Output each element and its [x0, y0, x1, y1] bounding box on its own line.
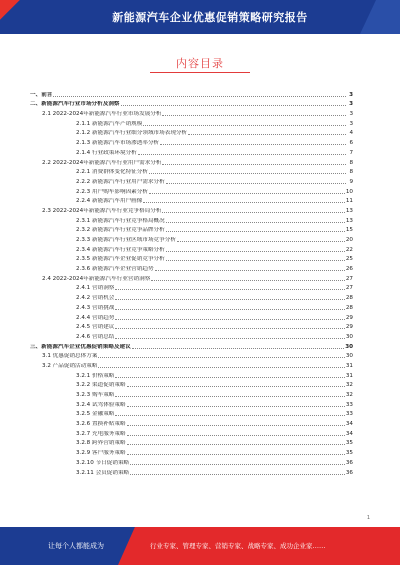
toc-entry[interactable] — [30, 282, 353, 292]
toc-entry-label: 3.2.2 渠道促销策略 — [76, 382, 126, 389]
toc-entry[interactable] — [30, 175, 353, 185]
toc-entry[interactable] — [30, 272, 353, 282]
page-number: 1 — [366, 515, 370, 521]
toc-leader-dots — [98, 366, 344, 368]
toc-leader-dots — [130, 473, 345, 475]
toc-entry[interactable] — [30, 214, 353, 224]
toc-entry-page: 8 — [349, 169, 353, 176]
toc-entry-page: 25 — [345, 256, 353, 263]
toc-entry-label: 3.2.8 跨界营销策略 — [76, 440, 126, 447]
toc-entry-label: 2.2.2 新能源汽车行业用户需求分析 — [76, 178, 165, 185]
toc-entry-page: 34 — [345, 421, 353, 428]
toc-entry[interactable] — [30, 127, 353, 137]
toc-entry-page: 7 — [349, 149, 353, 156]
toc-entry-page: 29 — [345, 314, 353, 321]
toc-leader-dots — [132, 347, 345, 349]
toc-entry[interactable] — [30, 340, 353, 350]
toc-entry[interactable] — [30, 117, 353, 127]
toc-leader-dots — [188, 133, 346, 135]
toc-entry-page: 34 — [345, 430, 353, 437]
toc-leader-dots — [143, 201, 345, 203]
page-header — [0, 0, 400, 34]
toc-entry-page: 28 — [345, 295, 353, 302]
toc-entry-page: 28 — [345, 304, 353, 311]
toc-entry-page: 6 — [349, 140, 353, 147]
toc-entry-page: 10 — [345, 188, 353, 195]
toc-leader-dots — [115, 327, 344, 329]
toc-entry-label: 3.2.7 充电服务策略 — [76, 430, 126, 437]
toc-entry-page: 36 — [345, 459, 353, 466]
toc-entry-label: 3.2 产品促销活动策略 — [42, 362, 98, 369]
toc-leader-dots — [162, 211, 344, 213]
corner-logo-mark — [0, 0, 20, 20]
toc-entry[interactable] — [30, 388, 353, 398]
toc-leader-dots — [53, 95, 346, 97]
toc-entry[interactable] — [30, 437, 353, 447]
toc-entry-page: 3 — [349, 101, 353, 108]
toc-entry[interactable] — [30, 398, 353, 408]
toc-leader-dots — [115, 298, 344, 300]
toc-entry-label: 3.2.11 会员促销策略 — [76, 469, 130, 476]
toc-entry[interactable] — [30, 136, 353, 146]
toc-entry-page: 15 — [345, 227, 353, 234]
toc-leader-dots — [115, 395, 344, 397]
toc-entry-label: 2.4 2022-2024年新能源汽车行业营销洞察 — [42, 275, 151, 282]
toc-entry-page: 31 — [345, 372, 353, 379]
toc-leader-dots — [115, 337, 344, 339]
toc-entry-page: 36 — [345, 469, 353, 476]
toc-entry[interactable] — [30, 204, 353, 214]
toc-entry-page: 4 — [349, 130, 353, 137]
toc-entry-page: 3 — [349, 120, 353, 127]
toc-entry[interactable] — [30, 311, 353, 321]
toc-entry-page: 13 — [345, 207, 353, 214]
toc-leader-dots — [155, 269, 345, 271]
toc-entry-page: 26 — [345, 266, 353, 273]
toc-leader-dots — [127, 453, 345, 455]
toc-entry-label: 3.2.10 节日促销策略 — [76, 459, 130, 466]
toc-entry-page: 33 — [345, 401, 353, 408]
toc-entry[interactable] — [30, 253, 353, 263]
toc-entry[interactable] — [30, 330, 353, 340]
toc-entry[interactable] — [30, 456, 353, 466]
toc-leader-dots — [121, 104, 346, 106]
toc-heading-underline — [150, 72, 250, 73]
toc-entry-label: 2.1.4 行业政策环境分析 — [76, 149, 137, 156]
toc-entry[interactable] — [30, 146, 353, 156]
toc-entry-label: 2.2 2022-2024年新能源汽车行业用户需求分析 — [42, 159, 162, 166]
toc-entry[interactable] — [30, 369, 353, 379]
toc-entry[interactable] — [30, 301, 353, 311]
toc-entry[interactable] — [30, 408, 353, 418]
toc-entry-label: 2.3.2 新能源汽车行业竞争品牌分析 — [76, 227, 165, 234]
toc-leader-dots — [166, 250, 345, 252]
toc-leader-dots — [115, 414, 344, 416]
toc-entry[interactable] — [30, 321, 353, 331]
toc-entry[interactable] — [30, 350, 353, 360]
toc-entry-label: 3.2.1 价格策略 — [76, 372, 115, 379]
toc-entry-label: 2.1.1 新能源汽车产销规模 — [76, 120, 143, 127]
toc-entry[interactable] — [30, 359, 353, 369]
toc-entry-label: 2.1.2 新能源汽车行业细分领域市场表现分析 — [76, 130, 188, 137]
toc-entry-page: 3 — [349, 91, 353, 98]
toc-entry-label: 2.1.3 新能源汽车市场渗透率分析 — [76, 140, 160, 147]
toc-leader-dots — [138, 153, 346, 155]
toc-entry-label: 一、前言 — [30, 91, 53, 98]
page-footer — [0, 527, 400, 565]
toc-entry-page: 32 — [345, 392, 353, 398]
toc-entry-label: 3.2.9 客户服务策略 — [76, 450, 126, 457]
toc-entry-label: 2.3.4 新能源汽车行业竞争策略分析 — [76, 246, 165, 253]
toc-leader-dots — [151, 279, 345, 281]
toc-entry-page: 35 — [345, 440, 353, 447]
toc-entry-label: 3.2.6 置换补贴策略 — [76, 421, 126, 428]
header-stripe — [360, 0, 400, 34]
toc-leader-dots — [149, 172, 346, 174]
toc-entry-label: 2.4.3 营销挑战 — [76, 304, 115, 311]
table-of-contents — [30, 88, 353, 476]
footer-slogan-left: 让每个人都能成为 — [48, 542, 104, 550]
toc-entry-label: 二、新能源汽车行业市场分析及洞察 — [30, 101, 120, 108]
toc-entry-page: 8 — [349, 159, 353, 166]
toc-entry[interactable] — [30, 156, 353, 166]
toc-leader-dots — [115, 308, 344, 310]
toc-entry-label: 2.1 2022-2024年新能源汽车行业市场发展分析 — [42, 111, 162, 118]
toc-entry-label: 2.2.1 消费群体变化特征分析 — [76, 169, 148, 176]
toc-entry[interactable] — [30, 166, 353, 176]
report-title: 新能源汽车企业优惠促销策略研究报告 — [112, 11, 308, 24]
toc-leader-dots — [177, 240, 345, 242]
toc-leader-dots — [127, 385, 345, 387]
toc-entry-page: 31 — [345, 362, 353, 369]
toc-leader-dots — [143, 124, 346, 126]
toc-entry-page: 32 — [345, 382, 353, 389]
toc-entry-page: 27 — [345, 275, 353, 282]
toc-entry-page: 29 — [345, 324, 353, 331]
toc-entry-page: 33 — [345, 411, 353, 418]
toc-entry-label: 三、新能源汽车企业优惠促销策略及建议 — [30, 343, 131, 350]
toc-leader-dots — [127, 434, 345, 436]
toc-entry-label: 3.1 优惠促销总体方案 — [42, 353, 98, 360]
toc-entry[interactable] — [30, 446, 353, 456]
toc-entry-label: 2.2.4 新能源汽车用户画像 — [76, 198, 143, 205]
toc-leader-dots — [127, 443, 345, 445]
toc-entry[interactable] — [30, 233, 353, 243]
toc-entry-page: 9 — [349, 178, 353, 185]
toc-entry-label: 2.4.2 营销机会 — [76, 295, 115, 302]
toc-entry-label: 3.2.5 金融策略 — [76, 411, 115, 418]
toc-entry-label: 2.4.6 营销总结 — [76, 333, 115, 340]
toc-entry-label: 2.3.5 新能源汽车企业促销竞争分析 — [76, 256, 165, 263]
toc-entry-label: 3.2.4 试驾体验策略 — [76, 401, 126, 408]
toc-entry-label: 2.4.1 营销洞察 — [76, 285, 115, 292]
toc-leader-dots — [98, 356, 344, 358]
toc-entry[interactable] — [30, 107, 353, 117]
toc-entry-label: 2.3.6 新能源汽车企业营销趋势 — [76, 266, 154, 273]
toc-entry-page: 30 — [345, 333, 353, 340]
toc-leader-dots — [149, 192, 345, 194]
toc-leader-dots — [160, 143, 346, 145]
toc-entry[interactable] — [30, 427, 353, 437]
toc-entry[interactable] — [30, 88, 353, 98]
toc-entry[interactable] — [30, 466, 353, 476]
toc-leader-dots — [166, 259, 345, 261]
toc-leader-dots — [166, 182, 346, 184]
toc-entry-page: 27 — [345, 285, 353, 292]
toc-entry-label: 2.4.5 营销建议 — [76, 324, 115, 331]
toc-entry-label: 2.2.3 用户购车影响因素分析 — [76, 188, 148, 195]
toc-entry-page: 22 — [345, 246, 353, 253]
toc-entry[interactable] — [30, 291, 353, 301]
toc-entry-page: 30 — [345, 343, 353, 350]
toc-entry-page: 3 — [349, 111, 353, 118]
toc-entry-label: 2.3.3 新能源汽车行业区域市场竞争分析 — [76, 237, 176, 243]
toc-entry-page: 35 — [345, 450, 353, 457]
toc-entry-label: 2.3.1 新能源汽车行业竞争格局概况 — [76, 217, 165, 224]
toc-leader-dots — [166, 230, 345, 232]
toc-entry-page: 11 — [345, 198, 353, 205]
toc-leader-dots — [115, 318, 344, 320]
toc-leader-dots — [115, 288, 344, 290]
toc-entry-label: 2.3 2022-2024年新能源汽车行业竞争格局分析 — [42, 207, 162, 214]
toc-entry[interactable] — [30, 195, 353, 205]
toc-entry-page: 13 — [345, 217, 353, 224]
toc-leader-dots — [130, 463, 345, 465]
toc-leader-dots — [127, 405, 345, 407]
toc-entry[interactable] — [30, 379, 353, 389]
footer-slogan-right: 行业专家、管理专家、营销专家、战略专家、成功企业家…… — [150, 542, 326, 550]
toc-entry-page: 30 — [345, 353, 353, 360]
toc-entry-label: 2.4.4 营销趋势 — [76, 314, 115, 321]
toc-entry[interactable] — [30, 417, 353, 427]
toc-leader-dots — [127, 424, 345, 426]
toc-leader-dots — [162, 163, 346, 165]
toc-entry[interactable] — [30, 224, 353, 234]
toc-leader-dots — [166, 221, 345, 223]
toc-entry[interactable] — [30, 185, 353, 195]
toc-entry[interactable] — [30, 243, 353, 253]
toc-entry[interactable] — [30, 98, 353, 108]
toc-entry-page: 20 — [345, 237, 353, 243]
toc-entry[interactable] — [30, 262, 353, 272]
toc-leader-dots — [162, 114, 346, 116]
toc-heading: 内容目录 — [176, 57, 224, 70]
toc-leader-dots — [115, 376, 344, 378]
toc-entry-label: 3.2.3 购车策略 — [76, 392, 115, 398]
